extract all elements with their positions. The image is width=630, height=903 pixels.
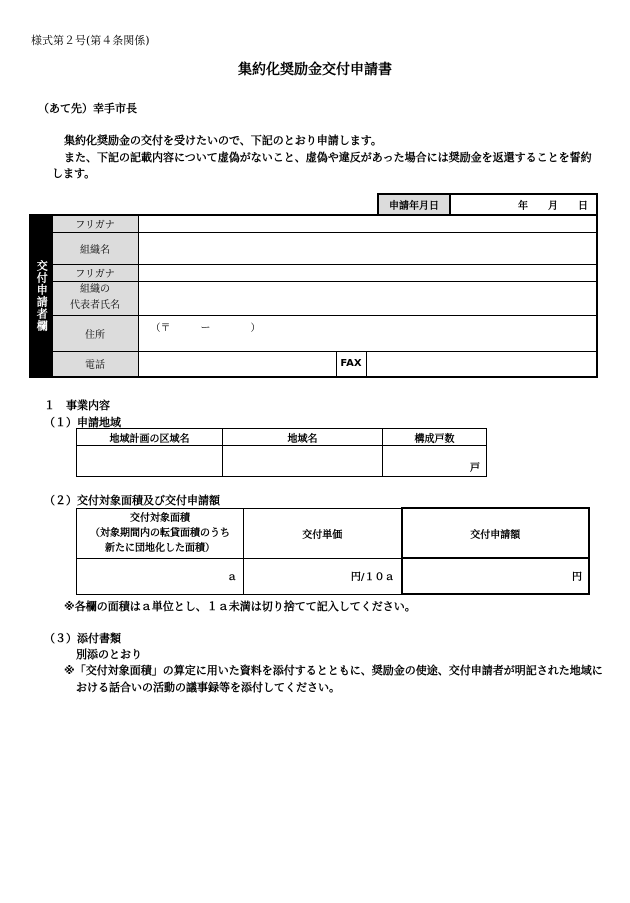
intro-line-3: します。: [52, 167, 96, 180]
applicant-side-label: 交付申請者欄: [30, 215, 52, 377]
attachment-note-1: ※「交付対象面積」の算定に用いた資料を添付するとともに、奨励金の使途、交付申請者が明記された地域に: [64, 664, 603, 677]
grant-amount-table: [76, 507, 590, 595]
unit-price-field[interactable]: [244, 558, 402, 594]
sub1-heading: （１）申請地域: [44, 416, 121, 429]
address-label: 住所: [52, 315, 138, 351]
header-area-name: 地域名: [223, 429, 383, 446]
form-number: 様式第２号(第４条関係): [31, 34, 150, 47]
district-plan-field[interactable]: [77, 446, 223, 477]
furigana-label-2: フリガナ: [52, 264, 138, 281]
phone-field[interactable]: [138, 351, 336, 377]
intro-line-2: また、下記の記載内容について虚偽がないこと、虚偽や違反があった場合には奨励金を返還することを誓約: [64, 151, 592, 164]
postal-code-field[interactable]: （〒 ー ）: [150, 322, 261, 334]
sub3-heading: （３）添付書類: [44, 632, 121, 645]
furigana-label-1: フリガナ: [52, 215, 138, 232]
attachment-item: 別添のとおり: [76, 648, 142, 661]
sub2-heading: （２）交付対象面積及び交付申請額: [44, 494, 220, 507]
rep-name-label: 組織の 代表者氏名: [52, 281, 138, 315]
addressee: （あて先）幸手市長: [38, 102, 137, 115]
grant-amount-unit: 円: [572, 571, 582, 583]
grant-amount-field[interactable]: [402, 558, 590, 594]
header-unit-price: 交付単価: [244, 508, 402, 558]
application-date-table: [377, 193, 598, 216]
applicant-table: [29, 214, 598, 378]
households-field[interactable]: [383, 446, 487, 477]
application-date-field[interactable]: 年 月 日: [450, 194, 597, 215]
header-grant-amount: 交付申請額: [402, 508, 590, 558]
application-area-table: [76, 428, 487, 477]
fax-label: FAX: [336, 351, 366, 377]
furigana-field-2[interactable]: [138, 264, 597, 281]
furigana-field-1[interactable]: [138, 215, 597, 232]
address-field[interactable]: [138, 315, 597, 351]
intro-line-1: 集約化奨励金の交付を受けたいので、下記のとおり申請します。: [64, 134, 382, 147]
header-district-plan: 地域計画の区域名: [77, 429, 223, 446]
area-name-field[interactable]: [223, 446, 383, 477]
header-households: 構成戸数: [383, 429, 487, 446]
phone-label: 電話: [52, 351, 138, 377]
area-note: ※各欄の面積はａ単位とし、１ａ未満は切り捨てて記入してください。: [64, 600, 416, 613]
org-name-label: 組織名: [52, 232, 138, 264]
header-target-area: 交付対象面積 （対象期間内の転貸面積のうち 新たに団地化した面積）: [77, 508, 244, 558]
attachment-note-2: おける話合いの活動の議事録等を添付してください。: [76, 681, 340, 694]
target-area-unit: ａ: [227, 571, 237, 583]
org-name-field[interactable]: [138, 232, 597, 264]
fax-field[interactable]: [366, 351, 597, 377]
households-unit: 戸: [470, 463, 480, 474]
application-date-label: 申請年月日: [378, 194, 450, 215]
section-heading: １ 事業内容: [44, 399, 110, 412]
document-title: 集約化奨励金交付申請書: [238, 62, 392, 78]
rep-name-field[interactable]: [138, 281, 597, 315]
unit-price-unit: 円/１０ａ: [350, 571, 395, 583]
target-area-field[interactable]: [77, 558, 244, 594]
